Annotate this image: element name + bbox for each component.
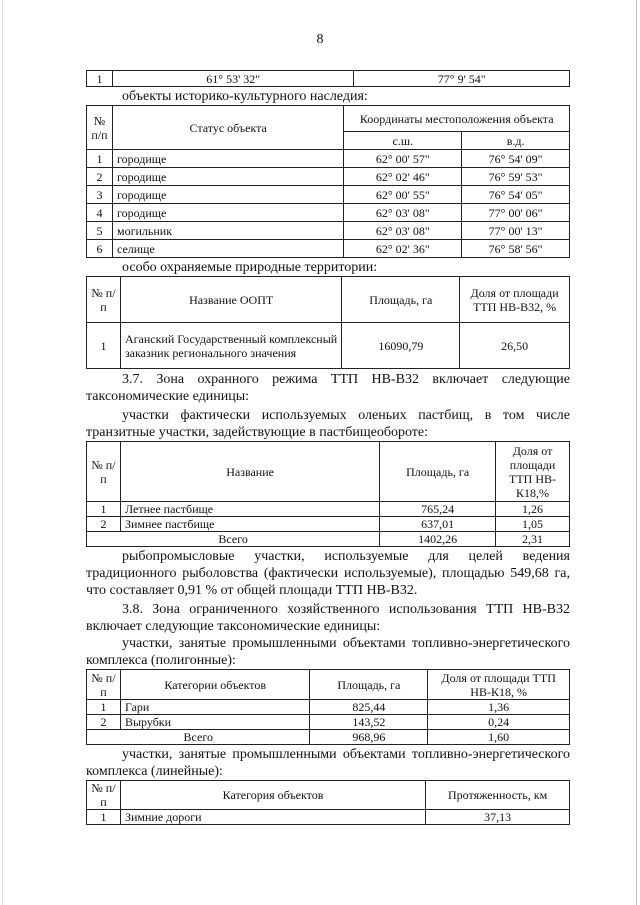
cell-lat: 62° 03' 08" [344,204,462,222]
cell-lon: 77° 00' 06" [462,204,570,222]
cell-lon: 76° 54' 05" [462,186,570,204]
table-row [87,502,570,517]
header-share: Доля от площади ТТП НВ-К18, % [428,670,570,700]
oopt-table [86,276,570,369]
header-share: Доля от площади ТТП НВ-В32, % [460,277,570,323]
table-row [87,240,570,258]
table-row [87,323,570,369]
cell-status: могильник [112,222,343,240]
section-3-8-text: 3.8. Зона ограниченного хозяйственного использования ТТП НВ-В32 включает следующие таксономические единицы: [86,602,570,634]
cell-share: 1,26 [496,502,570,517]
header-coords: Координаты местоположения объекта [344,106,570,132]
cell-status: селище [112,240,343,258]
table-header-row [87,781,570,810]
header-num: № п/п [87,781,121,810]
cell-num: 1 [87,71,113,87]
cell-area: 143,52 [310,715,428,730]
lin-caption: участки, занятые промышленными объектами топливно-энергетического комплекса (линейные): [86,747,570,779]
header-area: Площадь, га [342,277,460,323]
cell-total-area: 968,96 [310,730,428,745]
header-len: Протяженность, км [426,781,570,810]
cell-status: городище [112,204,343,222]
cell-num: 1 [87,323,121,369]
document-body [86,70,570,825]
header-lon: в.д. [462,132,570,150]
cell-num: 2 [87,168,113,186]
table-header-row [87,442,570,502]
cell-num: 1 [87,700,121,715]
section-3-7-text: 3.7. Зона охранного режима ТТП НВ-В32 включает следующие таксономические единицы: [86,372,570,404]
cell-status: городище [112,168,343,186]
cell-num: 6 [87,240,113,258]
header-name: Название ООПТ [120,277,342,323]
cell-name: Зимнее пастбище [120,517,379,532]
table-total-row [87,532,570,547]
cell-len: 37,13 [426,810,570,825]
poly-caption: участки, занятые промышленными объектами топливно-энергетического комплекса (полигонные): [86,636,570,668]
table-row [87,810,570,825]
cell-area: 16090,79 [342,323,460,369]
cell-num: 1 [87,150,113,168]
cell-num: 3 [87,186,113,204]
scan-edge-left [2,0,3,905]
coord-continuation-table [86,70,570,87]
cell-lat: 62° 00' 55" [344,186,462,204]
header-cat: Категория объектов [120,781,425,810]
poly-objects-table [86,669,570,745]
lin-objects-table [86,780,570,825]
cell-num: 4 [87,204,113,222]
cell-total-share: 1,60 [428,730,570,745]
cell-lon: 77° 9' 54" [354,71,570,87]
cell-cat: Зимние дороги [120,810,425,825]
cell-area: 637,01 [380,517,496,532]
cell-status: городище [112,150,343,168]
table-row [87,517,570,532]
cell-lat: 62° 03' 08" [344,222,462,240]
page-number: 8 [316,32,324,47]
cell-lat: 61° 53' 32" [112,71,353,87]
cell-num: 2 [87,517,121,532]
header-status: Статус объекта [112,106,343,150]
cell-lon: 76° 54' 09" [462,150,570,168]
header-lat: с.ш. [344,132,462,150]
pasture-table [86,441,570,547]
cell-num: 1 [87,810,121,825]
fishing-text: рыбопромысловые участки, используемые для целей ведения традиционного рыболовства (фактически используемые), площадью 549,68 га, что составляет 0,91 % от общей площади ТТП НВ-В32. [86,549,570,598]
cell-share: 26,50 [460,323,570,369]
cell-name: Летнее пастбище [120,502,379,517]
table-row [87,222,570,240]
table-header-row [87,670,570,700]
cell-cat: Вырубки [120,715,310,730]
cell-lon: 76° 59' 53" [462,168,570,186]
header-area: Площадь, га [380,442,496,502]
cell-share: 0,24 [428,715,570,730]
pasture-caption: участки фактически используемых оленьих пастбищ, в том числе транзитные участки, задействующие в пастбищеобороте: [86,408,570,440]
heritage-table [86,105,570,258]
header-name: Название [120,442,379,502]
cell-share: 1,36 [428,700,570,715]
cell-status: городище [112,186,343,204]
cell-num: 2 [87,715,121,730]
oopt-caption: особо охраняемые природные территории: [122,260,378,275]
table-row [87,715,570,730]
cell-total-label: Всего [87,532,380,547]
header-cat: Категории объектов [120,670,310,700]
cell-cat: Гари [120,700,310,715]
header-num: № п/п [87,442,121,502]
cell-lat: 62° 00' 57" [344,150,462,168]
cell-total-area: 1402,26 [380,532,496,547]
table-row [87,204,570,222]
table-row [87,168,570,186]
table-row [87,700,570,715]
cell-area: 765,24 [380,502,496,517]
table-header-row [87,277,570,323]
cell-area: 825,44 [310,700,428,715]
cell-lat: 62° 02' 36" [344,240,462,258]
cell-num: 1 [87,502,121,517]
cell-share: 1,05 [496,517,570,532]
header-num: № п/п [87,670,121,700]
cell-lon: 76° 58' 56" [462,240,570,258]
header-num: № п/п [87,277,121,323]
table-total-row [87,730,570,745]
cell-total-label: Всего [87,730,310,745]
table-row [87,186,570,204]
heritage-caption: объекты историко-культурного наследия: [122,89,368,104]
header-area: Площадь, га [310,670,428,700]
table-header-row [87,106,570,132]
cell-total-share: 2,31 [496,532,570,547]
cell-lon: 77° 00' 13" [462,222,570,240]
header-num: № п/п [87,106,113,150]
cell-name: Аганский Государственный комплексный заказник регионального значения [120,323,342,369]
scan-edge-right [636,0,637,905]
cell-num: 5 [87,222,113,240]
cell-lat: 62° 02' 46" [344,168,462,186]
header-share: Доля от площади ТТП НВ-К18,% [496,442,570,502]
table-row [87,150,570,168]
table-row [87,71,570,87]
